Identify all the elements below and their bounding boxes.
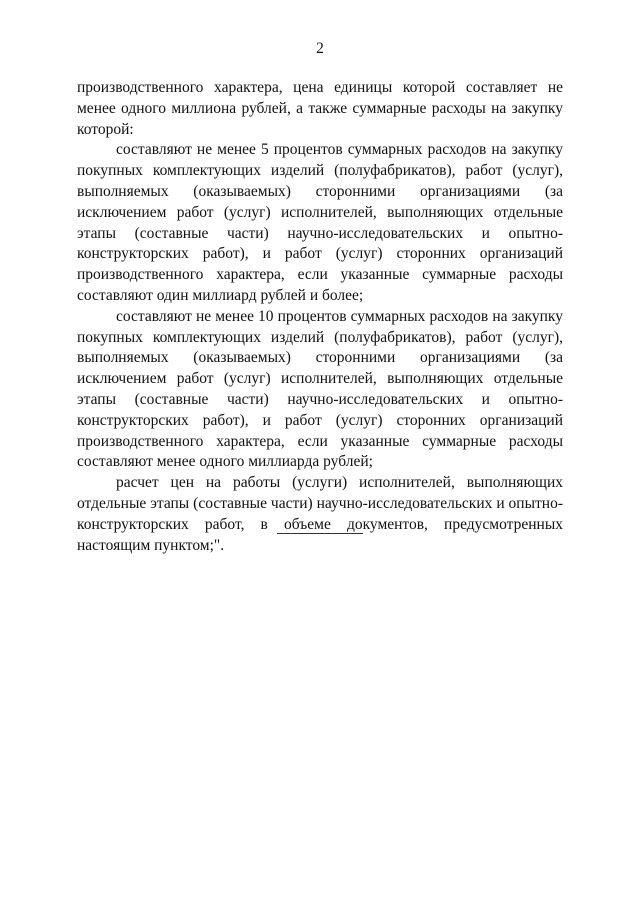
paragraph-price-calculation-clause: расчет цен на работы (услуги) исполнителей, выполняющих отдельные этапы (составные части) научно-исследовательских и опытно-конструкторских работ, в объеме документов, предусмотренных настоящим пунктом;". bbox=[77, 474, 563, 554]
paragraph-five-percent-clause: составляют не менее 5 процентов суммарных расходов на закупку покупных комплектующих изделий (полуфабрикатов), работ (услуг), выполняемых (оказываемых) сторонними организациями (за исключением работ (услуг) исполнителей, выполняющих отдельные этапы (составные части) научно-исследовательских и опытно-конструкторских работ), и работ (услуг) сторонних организаций производственного характера, если указанные суммарные расходы составляют один миллиард рублей и более; bbox=[77, 141, 563, 304]
end-of-text-divider bbox=[277, 533, 363, 534]
document-body bbox=[77, 78, 563, 556]
paragraph-ten-percent-clause: составляют не менее 10 процентов суммарных расходов на закупку покупных комплектующих изделий (полуфабрикатов), работ (услуг), выполняемых (оказываемых) сторонними организациями (за исключением работ (услуг) исполнителей, выполняющих отдельные этапы (составные части) научно-исследовательских и опытно-конструкторских работ), и работ (услуг) сторонних организаций производственного характера, если указанные суммарные расходы составляют менее одного миллиарда рублей; bbox=[77, 307, 563, 471]
page-number: 2 bbox=[316, 40, 324, 57]
paragraph-continuation: производственного характера, цена единицы которой составляет не менее одного миллиона рублей, а также суммарные расходы на закупку которой: bbox=[77, 79, 563, 138]
